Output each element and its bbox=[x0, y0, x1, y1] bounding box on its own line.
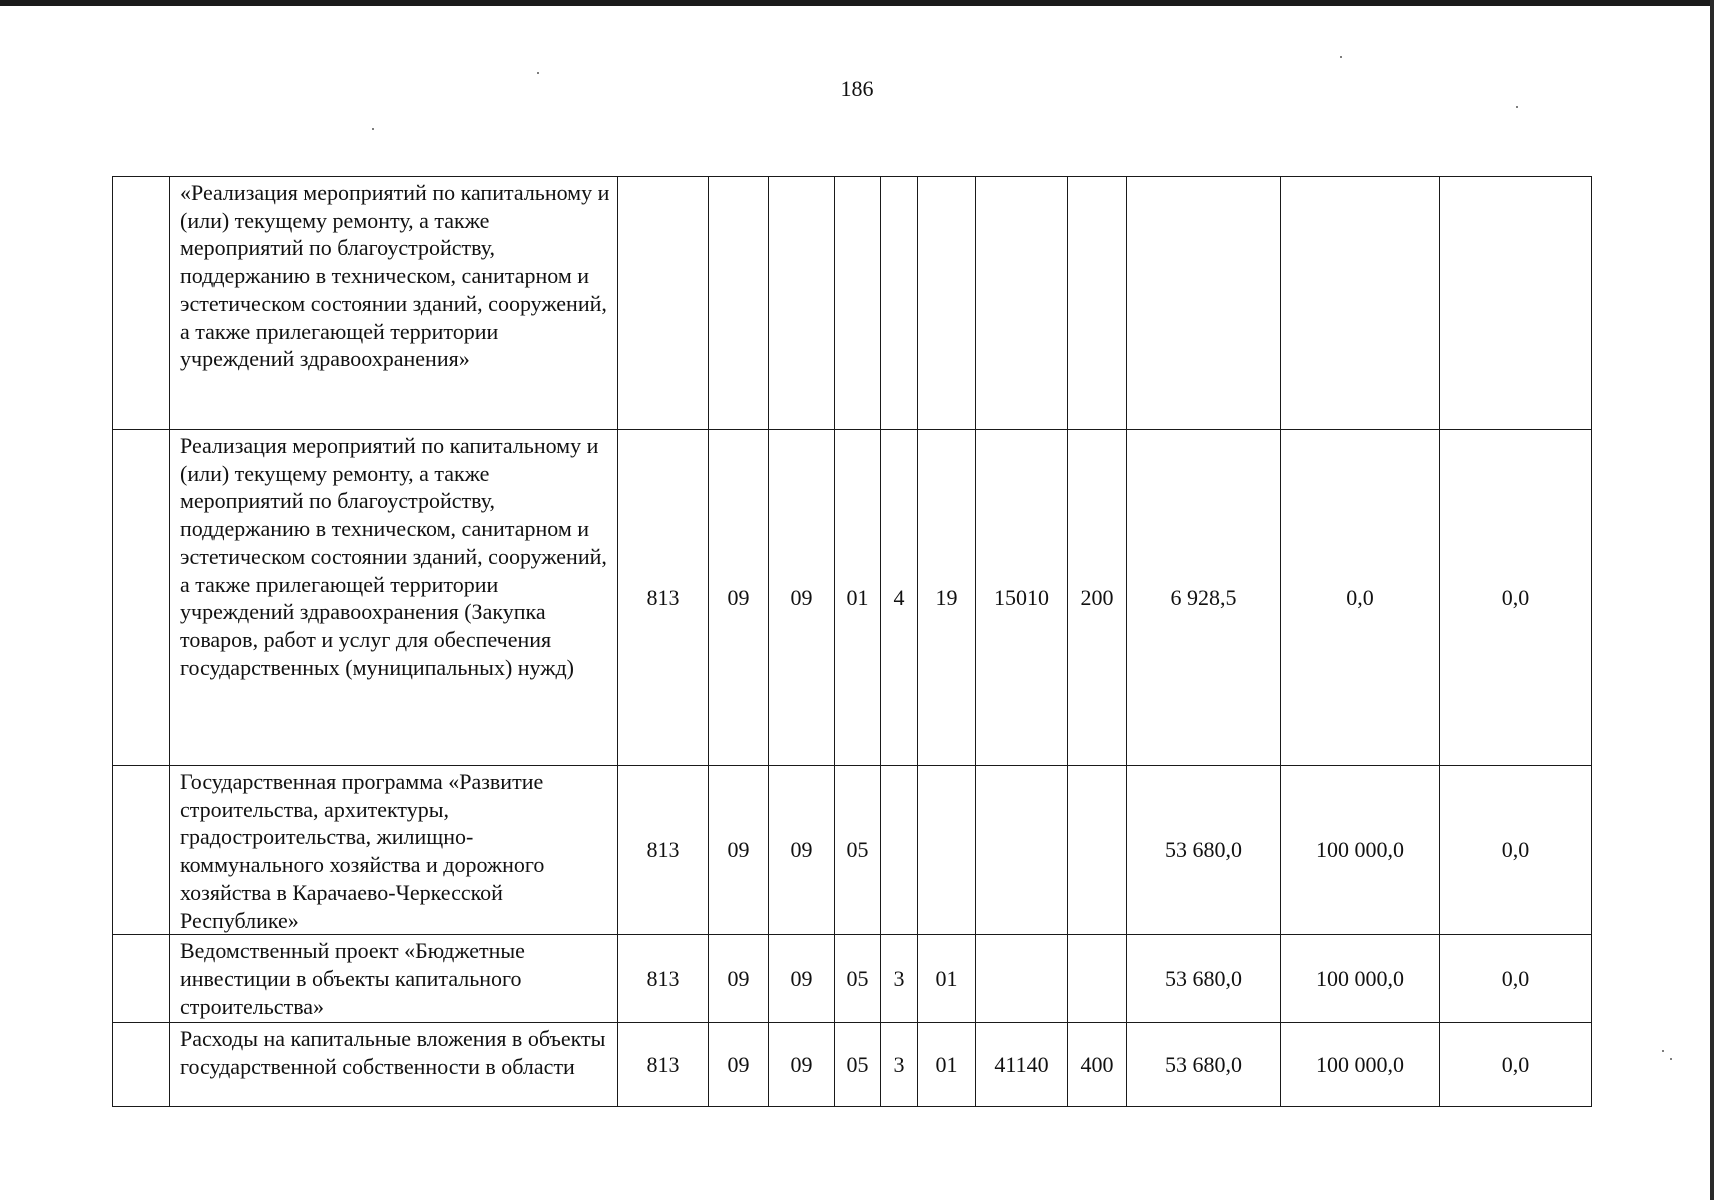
code-cell: 09 bbox=[769, 1023, 835, 1107]
code-cell bbox=[1068, 177, 1127, 430]
row-number-cell bbox=[113, 177, 170, 430]
code-cell bbox=[1068, 766, 1127, 935]
code-cell bbox=[1068, 935, 1127, 1023]
code-cell: 09 bbox=[769, 430, 835, 766]
row-number-cell bbox=[113, 935, 170, 1023]
code-cell: 09 bbox=[769, 766, 835, 935]
amount-cell: 53 680,0 bbox=[1127, 935, 1281, 1023]
table-row bbox=[113, 935, 1592, 1023]
row-number-cell bbox=[113, 1023, 170, 1107]
code-cell bbox=[918, 177, 976, 430]
amount-cell: 100 000,0 bbox=[1281, 766, 1440, 935]
code-cell: 09 bbox=[709, 430, 769, 766]
code-cell bbox=[618, 177, 709, 430]
budget-table bbox=[112, 176, 1592, 1107]
code-cell: 05 bbox=[835, 1023, 881, 1107]
code-cell bbox=[881, 177, 918, 430]
code-cell: 09 bbox=[709, 766, 769, 935]
row-number-cell bbox=[113, 430, 170, 766]
amount-cell: 0,0 bbox=[1440, 766, 1592, 935]
row-description: Расходы на капитальные вложения в объекты государственной собственности в области bbox=[170, 1023, 618, 1107]
code-cell: 813 bbox=[618, 430, 709, 766]
table-row bbox=[113, 430, 1592, 766]
scan-speck bbox=[537, 72, 539, 74]
table-row bbox=[113, 177, 1592, 430]
amount-cell: 100 000,0 bbox=[1281, 1023, 1440, 1107]
code-cell: 01 bbox=[835, 430, 881, 766]
row-description: Государственная программа «Развитие строительства, архитектуры, градостроительства, жилищно-коммунального хозяйства и дорожного хозяйства в Карачаево-Черкесской Республике» bbox=[170, 766, 618, 935]
amount-cell bbox=[1127, 177, 1281, 430]
code-cell: 09 bbox=[709, 935, 769, 1023]
amount-cell bbox=[1281, 177, 1440, 430]
scan-speck bbox=[1670, 1058, 1672, 1060]
code-cell: 400 bbox=[1068, 1023, 1127, 1107]
code-cell bbox=[976, 766, 1068, 935]
code-cell bbox=[976, 935, 1068, 1023]
amount-cell: 53 680,0 bbox=[1127, 1023, 1281, 1107]
amount-cell: 100 000,0 bbox=[1281, 935, 1440, 1023]
amount-cell: 53 680,0 bbox=[1127, 766, 1281, 935]
code-cell: 05 bbox=[835, 935, 881, 1023]
scan-border-top bbox=[0, 0, 1714, 6]
code-cell: 15010 bbox=[976, 430, 1068, 766]
code-cell: 09 bbox=[769, 935, 835, 1023]
scan-speck bbox=[372, 128, 374, 130]
code-cell bbox=[918, 766, 976, 935]
amount-cell: 6 928,5 bbox=[1127, 430, 1281, 766]
code-cell: 813 bbox=[618, 766, 709, 935]
code-cell: 200 bbox=[1068, 430, 1127, 766]
code-cell: 01 bbox=[918, 1023, 976, 1107]
scan-border-right bbox=[1710, 0, 1714, 1200]
code-cell: 09 bbox=[709, 1023, 769, 1107]
code-cell bbox=[976, 177, 1068, 430]
amount-cell bbox=[1440, 177, 1592, 430]
amount-cell: 0,0 bbox=[1440, 1023, 1592, 1107]
row-description: Реализация мероприятий по капитальному и (или) текущему ремонту, а также мероприятий по благоустройству, поддержанию в техническом, санитарном и эстетическом состоянии зданий, сооружений, а также прилегающей территории учреждений здравоохранения (Закупка товаров, работ и услуг для обеспечения государственных (муниципальных) нужд) bbox=[170, 430, 618, 766]
code-cell: 01 bbox=[918, 935, 976, 1023]
scan-speck bbox=[1662, 1050, 1664, 1052]
code-cell bbox=[709, 177, 769, 430]
code-cell: 41140 bbox=[976, 1023, 1068, 1107]
row-description: «Реализация мероприятий по капитальному и (или) текущему ремонту, а также мероприятий по благоустройству, поддержанию в техническом, санитарном и эстетическом состоянии зданий, сооружений, а также прилегающей территории учреждений здравоохранения» bbox=[170, 177, 618, 430]
row-number-cell bbox=[113, 766, 170, 935]
table-row bbox=[113, 1023, 1592, 1107]
scan-speck bbox=[1340, 56, 1342, 58]
page-number: 186 bbox=[840, 76, 874, 101]
code-cell: 3 bbox=[881, 935, 918, 1023]
amount-cell: 0,0 bbox=[1440, 935, 1592, 1023]
scan-speck bbox=[1516, 106, 1518, 108]
code-cell: 19 bbox=[918, 430, 976, 766]
code-cell: 813 bbox=[618, 1023, 709, 1107]
amount-cell: 0,0 bbox=[1281, 430, 1440, 766]
code-cell: 05 bbox=[835, 766, 881, 935]
code-cell bbox=[881, 766, 918, 935]
code-cell bbox=[835, 177, 881, 430]
table-row bbox=[113, 766, 1592, 935]
row-description: Ведомственный проект «Бюджетные инвестиции в объекты капитального строительства» bbox=[170, 935, 618, 1023]
amount-cell: 0,0 bbox=[1440, 430, 1592, 766]
code-cell: 4 bbox=[881, 430, 918, 766]
code-cell: 3 bbox=[881, 1023, 918, 1107]
code-cell: 813 bbox=[618, 935, 709, 1023]
code-cell bbox=[769, 177, 835, 430]
